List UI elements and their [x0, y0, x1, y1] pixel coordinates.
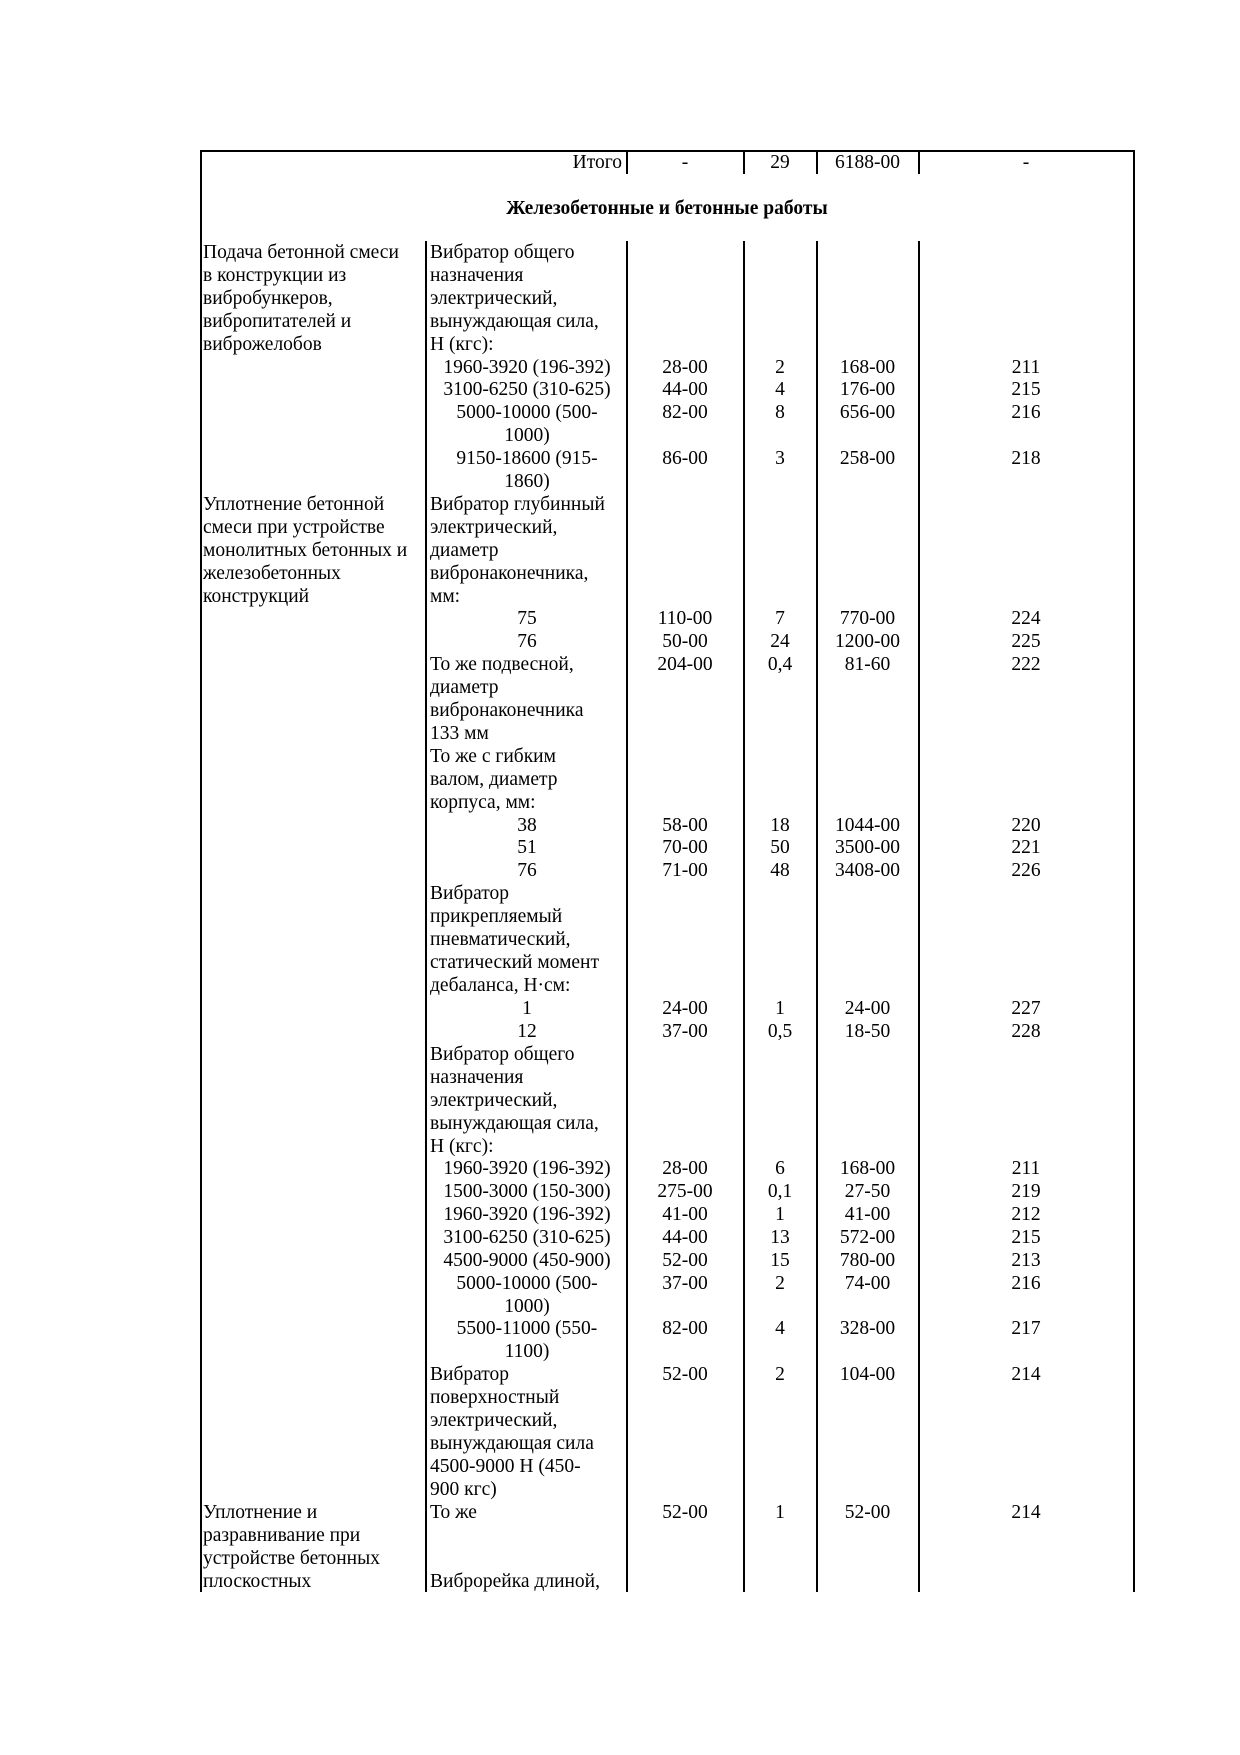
body-divider-3: [743, 241, 745, 1592]
code-cell: 214: [1011, 1364, 1041, 1386]
cost-cell: 168-00: [839, 356, 896, 378]
work-cell: Уплотнение бетонной смеси при устройстве монолитных бетонных и железобетонных конструкций: [203, 493, 408, 607]
code-cell: 211: [1011, 356, 1041, 378]
cost-cell: 74-00: [844, 1272, 891, 1294]
code-cell: 217: [1011, 1318, 1041, 1340]
work-cell: Подача бетонной смеси в конструкции из вибробункеров, вибропитателей и виброжелобов: [203, 242, 399, 355]
cost-cell: 27-50: [844, 1180, 891, 1202]
price-cell: 28-00: [662, 356, 708, 378]
equipment-cell: 3100-6250 (310-625): [443, 379, 611, 401]
cost-cell: 52-00: [844, 1501, 891, 1523]
code-cell: 215: [1011, 1226, 1041, 1248]
equipment-cell: То же Виброрейка длиной,: [430, 1501, 600, 1592]
cost-cell: 24-00: [844, 997, 891, 1019]
cost-cell: 656-00: [839, 402, 896, 424]
equipment-cell: 51: [517, 837, 537, 859]
qty-cell: 1: [775, 997, 785, 1019]
price-cell: 71-00: [662, 860, 708, 882]
cost-cell: 176-00: [839, 379, 896, 401]
equipment-cell: 12: [517, 1020, 537, 1042]
equipment-cell: 76: [517, 631, 537, 653]
equipment-cell: 76: [517, 860, 537, 882]
qty-cell: 1: [775, 1203, 785, 1225]
code-cell: 228: [1011, 1020, 1041, 1042]
code-cell: 211: [1011, 1158, 1041, 1179]
equipment-cell: 5000-10000 (500- 1000): [456, 402, 598, 447]
cost-cell: 258-00: [839, 448, 896, 470]
code-cell: 215: [1011, 379, 1041, 401]
equipment-cell: 3100-6250 (310-625): [443, 1226, 611, 1248]
cost-cell: 770-00: [839, 608, 896, 630]
code-cell: 221: [1011, 837, 1041, 859]
qty-cell: 3: [775, 448, 785, 470]
price-cell: 52-00: [662, 1501, 708, 1523]
equipment-cell: 38: [517, 814, 537, 836]
cost-cell: 168-00: [839, 1158, 896, 1179]
cost-cell: 18-50: [844, 1020, 891, 1042]
code-cell: 218: [1011, 448, 1041, 470]
code-cell: 216: [1011, 1272, 1041, 1294]
equipment-cell: Вибратор глубинный электрический, диаметр вибронаконечника, мм:: [430, 493, 605, 607]
document-table: [200, 150, 1134, 1592]
total-label: Итого: [572, 152, 622, 173]
code-cell: 220: [1011, 814, 1041, 836]
cost-cell: 780-00: [839, 1249, 896, 1271]
equipment-cell: 9150-18600 (915- 1860): [456, 448, 598, 493]
equipment-cell: 5000-10000 (500- 1000): [456, 1272, 598, 1317]
equipment-cell: 1500-3000 (150-300): [443, 1180, 611, 1202]
equipment-cell: Вибратор прикрепляемый пневматический, статический момент дебаланса, Н·см:: [430, 883, 600, 997]
price-cell: 41-00: [662, 1203, 708, 1225]
work-cell: Уплотнение и разравнивание при устройстве бетонных плоскостных: [203, 1501, 380, 1592]
qty-cell: 0,1: [767, 1180, 793, 1202]
price-cell: 82-00: [662, 1318, 708, 1340]
cost-cell: 3408-00: [835, 860, 900, 882]
total-code: -: [1022, 152, 1030, 173]
qty-cell: 24: [770, 631, 790, 653]
code-cell: 225: [1011, 631, 1041, 653]
cost-cell: 572-00: [839, 1226, 896, 1248]
price-cell: 37-00: [662, 1020, 708, 1042]
body-divider-5: [918, 241, 920, 1592]
equipment-cell: 75: [517, 608, 537, 630]
qty-cell: 4: [775, 1318, 785, 1340]
body-divider-1: [425, 241, 427, 1592]
equipment-cell: Вибратор общего назначения электрический, вынуждающая сила, Н (кгс):: [430, 1043, 599, 1157]
price-cell: 275-00: [657, 1180, 713, 1202]
cost-cell: 41-00: [844, 1203, 891, 1225]
equipment-cell: 1: [522, 997, 532, 1019]
section-title: Железобетонные и бетонные работы: [506, 198, 828, 219]
qty-cell: 2: [775, 1364, 785, 1386]
price-cell: 44-00: [662, 379, 708, 401]
price-cell: 52-00: [662, 1249, 708, 1271]
qty-cell: 18: [770, 814, 790, 836]
price-cell: 70-00: [662, 837, 708, 859]
cost-cell: 1044-00: [835, 814, 900, 836]
qty-cell: 2: [775, 1272, 785, 1294]
price-cell: 204-00: [657, 654, 713, 676]
equipment-cell: 4500-9000 (450-900): [443, 1249, 611, 1271]
code-cell: 213: [1011, 1249, 1041, 1271]
table-left-border: [200, 150, 202, 1592]
equipment-cell: 1960-3920 (196-392): [443, 1158, 611, 1179]
price-cell: 37-00: [662, 1272, 708, 1294]
body-divider-2: [626, 241, 628, 1592]
qty-cell: 13: [770, 1226, 790, 1248]
price-cell: 86-00: [662, 448, 708, 470]
code-cell: 222: [1011, 654, 1041, 676]
code-cell: 216: [1011, 402, 1041, 424]
qty-cell: 0,4: [767, 654, 793, 676]
total-qty: 29: [770, 152, 790, 173]
qty-cell: 2: [775, 356, 785, 378]
cost-cell: 3500-00: [835, 837, 900, 859]
qty-cell: 0,5: [767, 1020, 793, 1042]
equipment-cell: 1960-3920 (196-392): [443, 1203, 611, 1225]
qty-cell: 48: [770, 860, 790, 882]
price-cell: 58-00: [662, 814, 708, 836]
total-price: -: [681, 152, 689, 173]
equipment-cell: Вибратор общего назначения электрический, вынуждающая сила, Н (кгс):: [430, 242, 599, 355]
cost-cell: 328-00: [839, 1318, 896, 1340]
code-cell: 214: [1011, 1501, 1041, 1523]
table-right-border: [1133, 150, 1135, 1592]
price-cell: 52-00: [662, 1364, 708, 1386]
qty-cell: 8: [775, 402, 785, 424]
price-cell: 50-00: [662, 631, 708, 653]
price-cell: 44-00: [662, 1226, 708, 1248]
equipment-cell: 5500-11000 (550- 1100): [456, 1318, 598, 1363]
code-cell: 227: [1011, 997, 1041, 1019]
price-cell: 82-00: [662, 402, 708, 424]
code-cell: 224: [1011, 608, 1041, 630]
code-cell: 219: [1011, 1180, 1041, 1202]
equipment-cell: То же с гибким валом, диаметр корпуса, мм:: [430, 745, 558, 813]
code-cell: 212: [1011, 1203, 1041, 1225]
qty-cell: 4: [775, 379, 785, 401]
qty-cell: 50: [770, 837, 790, 859]
price-cell: 24-00: [662, 997, 708, 1019]
equipment-cell: Вибратор поверхностный электрический, вынуждающая сила 4500-9000 Н (450- 900 кгс): [430, 1364, 594, 1501]
qty-cell: 6: [775, 1158, 785, 1179]
code-cell: 226: [1011, 860, 1041, 882]
price-cell: 28-00: [662, 1158, 708, 1179]
price-cell: 110-00: [657, 608, 713, 630]
qty-cell: 1: [775, 1501, 785, 1523]
equipment-cell: 1960-3920 (196-392): [443, 356, 611, 378]
cost-cell: 104-00: [839, 1364, 896, 1386]
equipment-cell: То же подвесной, диаметр вибронаконечника 133 мм: [430, 654, 584, 745]
total-cost: 6188-00: [835, 152, 900, 173]
cost-cell: 1200-00: [835, 631, 900, 653]
body-divider-4: [816, 241, 818, 1592]
cost-cell: 81-60: [844, 654, 891, 676]
qty-cell: 15: [770, 1249, 790, 1271]
qty-cell: 7: [775, 608, 785, 630]
